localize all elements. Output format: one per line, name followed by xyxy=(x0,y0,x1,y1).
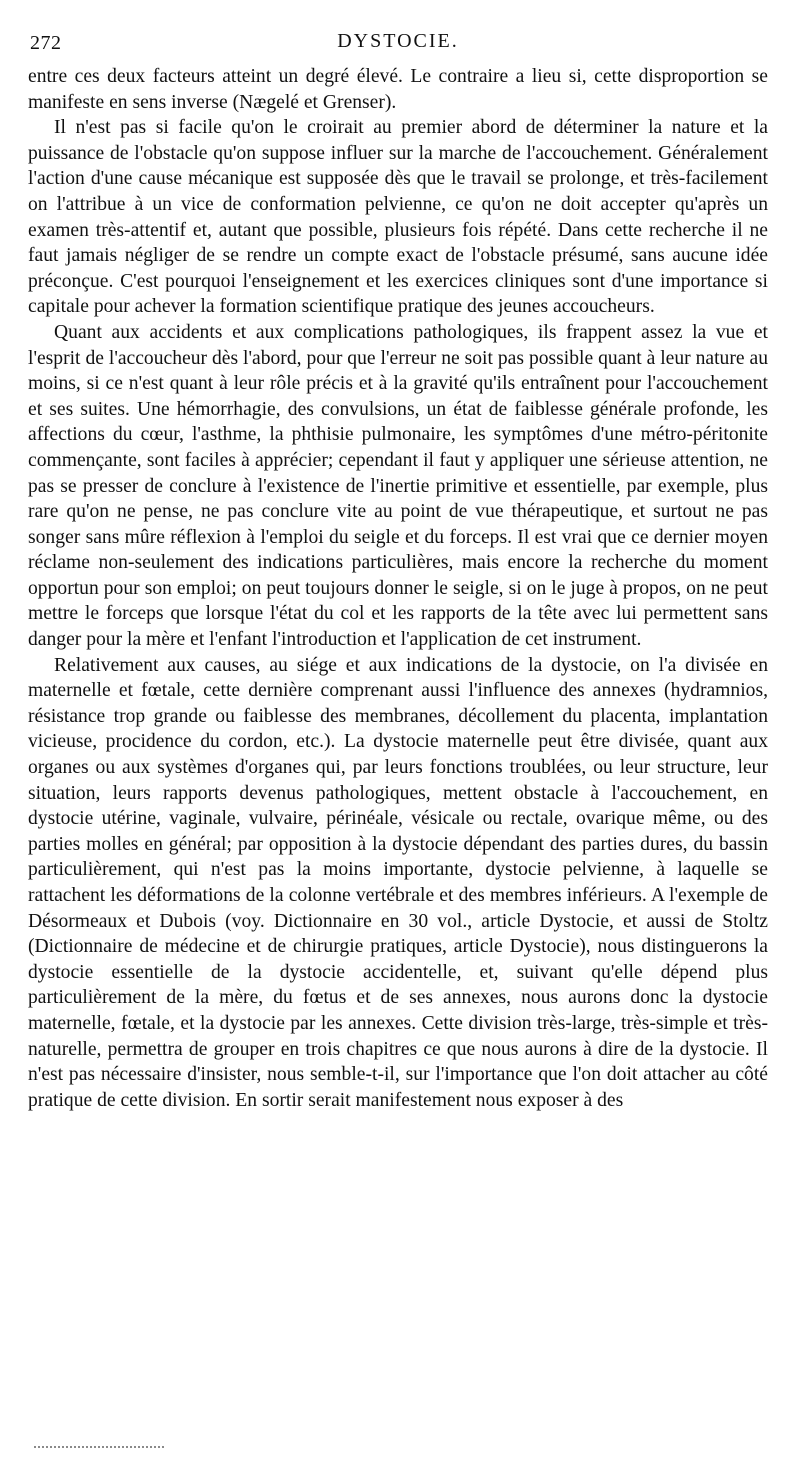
paragraph-continuation: entre ces deux facteurs atteint un degré élevé. Le contraire a lieu si, cette disproportion se manifeste en sens inverse (Nægelé et Grenser). xyxy=(28,66,768,113)
body-text xyxy=(28,64,768,1113)
page-header xyxy=(28,26,768,60)
paragraph-dystocie-classification: Relativement aux causes, au siége et aux indications de la dystocie, on l'a divisée en maternelle et fœtale, cette dernière comprenant aussi l'influence des annexes (hydramnios, résistance trop grande ou faiblesse des membranes, décollement du placenta, implantation vicieuse, procidence du cordon, etc.). La dystocie maternelle peut être divisée, quant aux organes ou aux systèmes d'organes qui, par leurs fonctions troublées, ou leur structure, leur situation, leurs rapports devenus pathologiques, mettent obstacle à l'accouchement, en dystocie utérine, vaginale, vulvaire, périnéale, vésicale ou rectale, ovarique même, ou des parties molles en général; par opposition à la dystocie dépendant des parties dures, du bassin particulièrement, qui n'est pas la moins importante, dystocie pelvienne, à laquelle se rattachent les déformations de la colonne vertébrale et des membres inférieurs. A l'exemple de Désormeaux et Dubois (voy. Dictionnaire en 30 vol., article Dystocie, et aussi de Stoltz (Dictionnaire de médecine et de chirurgie pratiques, article Dystocie), nous distinguerons la dystocie essentielle de la dystocie accidentelle, et, suivant qu'elle dépend plus particulièrement de la mère, du fœtus et de ses annexes, nous aurons donc la dystocie maternelle, fœtale, et la dystocie par les annexes. Cette division très-large, très-simple et très-naturelle, permettra de grouper en trois chapitres ce que nous aurons à dire de la dystocie. Il n'est pas nécessaire d'insister, nous semble-t-il, sur l'importance que l'on doit attacher au côté pratique de cette division. En sortir serait manifestement nous exposer à des xyxy=(28,654,768,1111)
paragraph-obstacle-nature: Il n'est pas si facile qu'on le croirait au premier abord de déterminer la nature et la puissance de l'obstacle qu'on suppose influer sur la marche de l'accouchement. Généralement l'action d'une cause mécanique est supposée dès que le travail se prolonge, et très-facilement on l'attribue à un vice de conformation pelvienne, ce qu'on ne doit accepter qu'après un examen très-attentif et, autant que possible, plusieurs fois répété. Dans cette recherche il ne faut jamais négliger de se rendre un compte exact de l'obstacle présumé, sans aucune idée préconçue. C'est pourquoi l'enseignement et les exercices cliniques sont d'une importance si capitale pour achever la formation scientifique pratique des jeunes accoucheurs. xyxy=(28,117,768,318)
page-number: 272 xyxy=(30,32,62,54)
running-title: DYSTOCIE. xyxy=(337,30,459,52)
book-page xyxy=(28,26,768,1113)
paragraph-accidents-complications: Quant aux accidents et aux complications pathologiques, ils frappent assez la vue et l'esprit de l'accoucheur dès l'abord, pour que l'erreur ne soit pas possible quant à leur nature au moins, si ce n'est quant à leur rôle précis et à la gravité qu'ils entraînent pour l'accouchement et ses suites. Une hémorrhagie, des convulsions, un état de faiblesse générale profonde, les affections du cœur, l'asthme, la phthisie pulmonaire, les symptômes d'une métro-péritonite commençante, sont faciles à apprécier; cependant il faut y appliquer une sérieuse attention, ne pas se presser de conclure à l'existence de l'inertie primitive et essentielle, par exemple, plus rare qu'on ne pense, ne pas conclure vite au point de vue thérapeutique, et surtout ne pas songer sans mûre réflexion à l'emploi du seigle et du forceps. Il est vrai que ce dernier moyen réclame non-seulement des indications particulières, mais encore la recherche du moment opportun pour son emploi; on peut toujours donner le seigle, si on le juge à propos, on ne peut mettre le forceps que lorsque l'état du col et les rapports de la tête avec lui permettent sans danger pour la mère et l'enfant l'introduction et l'application de cet instrument. xyxy=(28,321,768,651)
footer-dotted-rule xyxy=(34,1446,164,1450)
